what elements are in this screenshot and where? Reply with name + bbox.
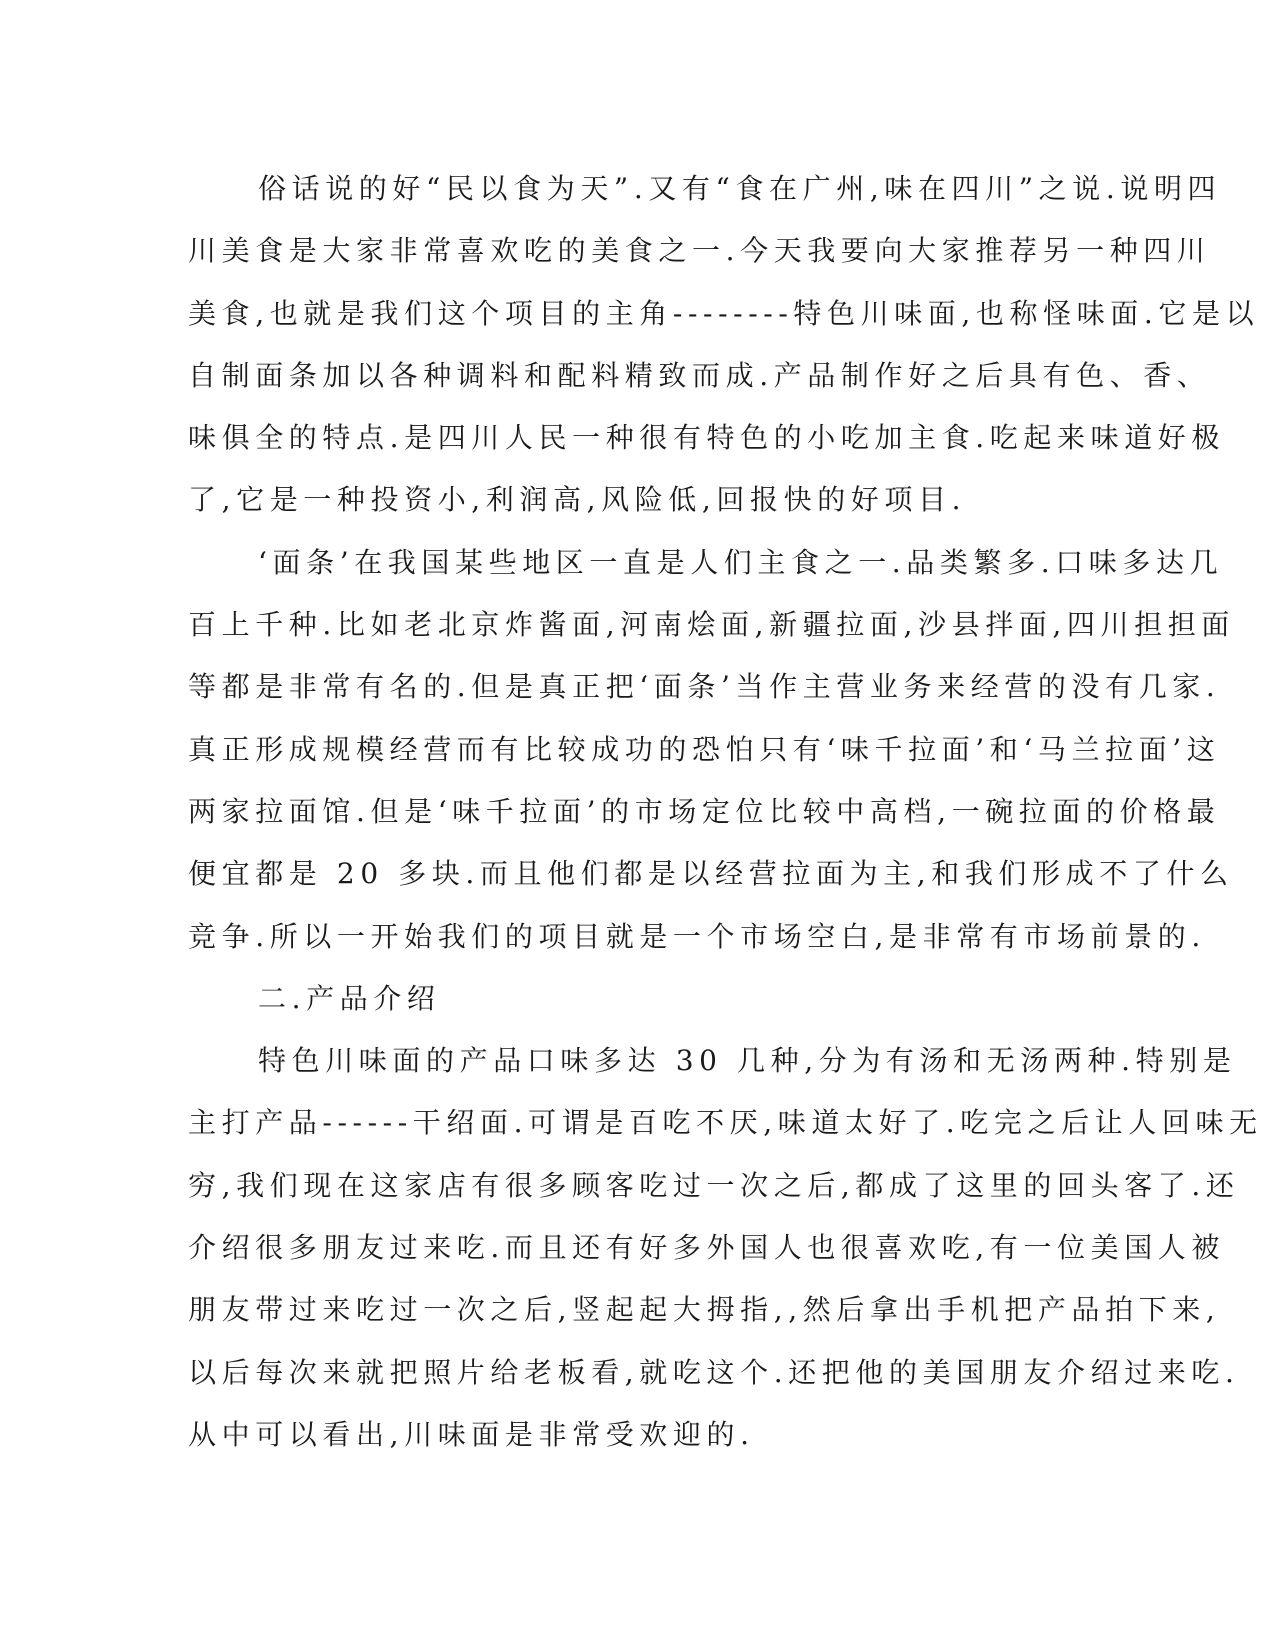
text-line: 味俱全的特点.是四川人民一种很有特色的小吃加主食.吃起来味道好极	[188, 421, 1226, 455]
text-line: 了,它是一种投资小,利润高,风险低,回报快的好项目.	[188, 483, 967, 517]
text-line: 俗话说的好“民以食为天”.又有“食在广州,味在四川”之说.说明四	[258, 172, 1222, 205]
text-line: 特色川味面的产品口味多达 30 几种,分为有汤和无汤两种.特别是	[258, 1044, 1237, 1078]
text-line: 百上千种.比如老北京炸酱面,河南烩面,新疆拉面,沙县拌面,四川担担面	[188, 608, 1235, 642]
text-line: 以后每次来就把照片给老板看,就吃这个.还把他的美国朋友介绍过来吃.	[188, 1355, 1240, 1389]
text-line: 穷,我们现在这家店有很多顾客吃过一次之后,都成了这里的回头客了.还	[188, 1168, 1240, 1202]
text-line: 朋友带过来吃过一次之后,竖起起大拇指,,然后拿出手机把产品拍下来,	[188, 1293, 1221, 1327]
text-line: 从中可以看出,川味面是非常受欢迎的.	[188, 1417, 755, 1451]
text-line: 自制面条加以各种调料和配料精致而成.产品制作好之后具有色、香、	[188, 358, 1211, 392]
text-line: 等都是非常有名的.但是真正把‘面条’当作主营业务来经营的没有几家.	[188, 670, 1221, 704]
paragraph-intro	[188, 158, 1260, 532]
text-line: 竞争.所以一开始我们的项目就是一个市场空白,是非常有市场前景的.	[188, 919, 1206, 953]
text-line: 介绍很多朋友过来吃.而且还有好多外国人也很喜欢吃,有一位美国人被	[188, 1231, 1226, 1265]
text-line: 便宜都是 20 多块.而且他们都是以经营拉面为主,和我们形成不了什么	[188, 857, 1234, 891]
document-body	[188, 158, 1263, 1466]
text-line: 主打产品------干绍面.可谓是百吃不厌,味道太好了.吃完之后让人回味无	[188, 1106, 1263, 1140]
text-line: ‘面条’在我国某些地区一直是人们主食之一.品类繁多.口味多达几	[258, 545, 1224, 579]
section-heading	[188, 968, 1068, 1030]
text-line: 美食,也就是我们这个项目的主角--------特色川味面,也称怪味面.它是以	[188, 296, 1260, 330]
paragraph-product-intro	[188, 1030, 1263, 1466]
text-line: 两家拉面馆.但是‘味千拉面’的市场定位比较中高档,一碗拉面的价格最	[188, 794, 1221, 828]
text-line: 真正形成规模经营而有比较成功的恐怕只有‘味千拉面’和‘马兰拉面’这	[188, 732, 1221, 766]
paragraph-noodle-market	[188, 532, 1235, 968]
text-line: 川美食是大家非常喜欢吃的美食之一.今天我要向大家推荐另一种四川	[188, 234, 1211, 268]
section-heading-text: 二.产品介绍	[258, 981, 441, 1015]
